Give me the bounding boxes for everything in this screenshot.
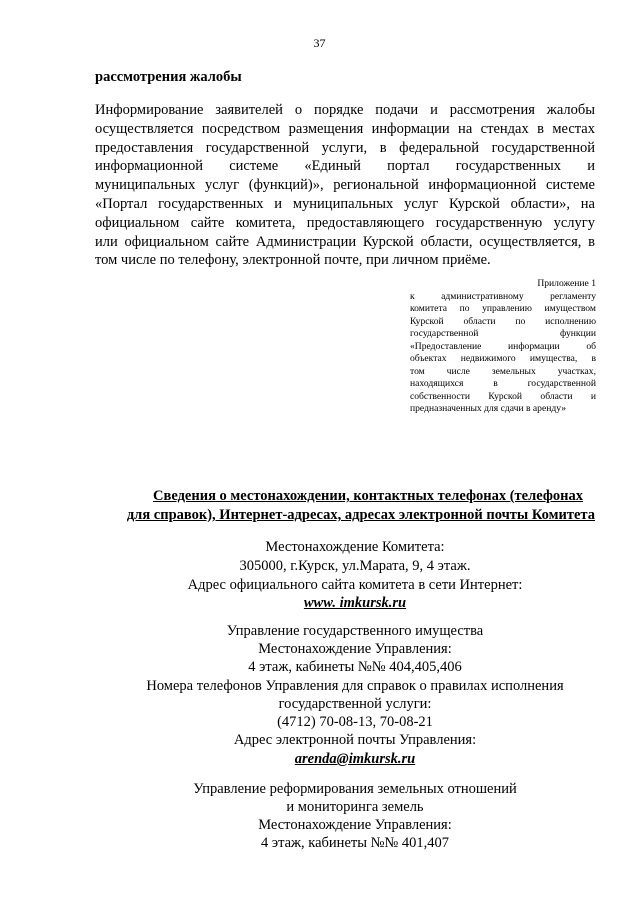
appendix-note bbox=[410, 278, 596, 416]
committee-location-label: Местонахождение Комитета: bbox=[265, 539, 445, 555]
website-row bbox=[95, 594, 615, 612]
committee-address: 305000, г.Курск, ул.Марата, 9, 4 этаж. bbox=[239, 558, 471, 574]
contacts-heading bbox=[95, 487, 595, 525]
section-heading: рассмотрения жалобы bbox=[95, 69, 242, 85]
contacts-heading-line: для справок), Интернет-адресах, адресах электронной почты Комитета bbox=[126, 507, 595, 523]
dept1-email-link[interactable]: arenda@imkursk.ru bbox=[294, 751, 416, 767]
dept1-email-row bbox=[95, 750, 615, 768]
paragraph-line: Информирование заявителей о порядке подачи и рассмотрения жалобы bbox=[95, 102, 595, 118]
dept2-location-label: Местонахождение Управления: bbox=[258, 817, 452, 833]
dept1-name: Управление государственного имущества bbox=[226, 623, 484, 639]
appendix-line: Курской области по исполнению bbox=[410, 315, 596, 327]
paragraph-line: «Портал государственных и муниципальных услуг Курской области», на bbox=[95, 195, 595, 212]
dept1-phones: (4712) 70-08-13, 70-08-21 bbox=[277, 714, 433, 730]
appendix-line: объектах недвижимого имущества, в bbox=[410, 353, 596, 364]
paragraph-line: официальном сайте комитета, предоставляющего государственную услугу bbox=[95, 214, 595, 231]
appendix-line: предназначенных для сдачи в аренду» bbox=[410, 403, 567, 414]
appendix-line: собственности Курской области и bbox=[410, 390, 596, 402]
appendix-line: «Предоставление информации об bbox=[410, 340, 596, 352]
dept1-location-label: Местонахождение Управления: bbox=[258, 641, 452, 657]
paragraph-line: том числе по телефону, электронной почте, при личном приёме. bbox=[95, 252, 491, 269]
contacts-heading-line: Сведения о местонахождении, контактных телефонах (телефонах bbox=[153, 488, 583, 504]
complaint-info-paragraph bbox=[95, 101, 595, 270]
appendix-line: комитета по управлению имуществом bbox=[410, 303, 596, 314]
paragraph-line: или официальном сайте Администрации Курской области, осуществляется, в bbox=[95, 233, 595, 250]
website-link[interactable]: www. imkursk.ru bbox=[303, 595, 407, 611]
paragraph-line: осуществляется посредством размещения информации на стендах в местах bbox=[95, 120, 595, 137]
dept1-rooms: 4 этаж, кабинеты №№ 404,405,406 bbox=[248, 659, 462, 675]
dept2-rooms: 4 этаж, кабинеты №№ 401,407 bbox=[260, 835, 450, 851]
paragraph-line: информационной системе «Единый портал государственных и bbox=[95, 158, 595, 175]
dept1-phones-label: Номера телефонов Управления для справок о правилах исполнения bbox=[146, 678, 564, 694]
dept2-name-cont: и мониторинга земель bbox=[286, 799, 424, 815]
appendix-line: находящихся в государственной bbox=[410, 378, 596, 389]
dept1-phones-label-cont: государственной услуги: bbox=[278, 696, 432, 712]
appendix-line: государственной функции bbox=[410, 328, 596, 339]
appendix-title: Приложение 1 bbox=[537, 278, 596, 289]
dept1-email-label: Адрес электронной почты Управления: bbox=[233, 732, 477, 748]
paragraph-line: муниципальных услуг (функций)», региональной информационной системе bbox=[95, 177, 595, 194]
appendix-line: к административному регламенту bbox=[410, 290, 596, 302]
page-number: 37 bbox=[313, 36, 326, 50]
appendix-line: том числе земельных участках, bbox=[410, 365, 596, 377]
paragraph-line: предоставления государственной услуги, в федеральной государственной bbox=[95, 139, 595, 156]
dept2-name: Управление реформирования земельных отношений bbox=[193, 781, 517, 797]
website-label: Адрес официального сайта комитета в сети Интернет: bbox=[187, 577, 523, 593]
